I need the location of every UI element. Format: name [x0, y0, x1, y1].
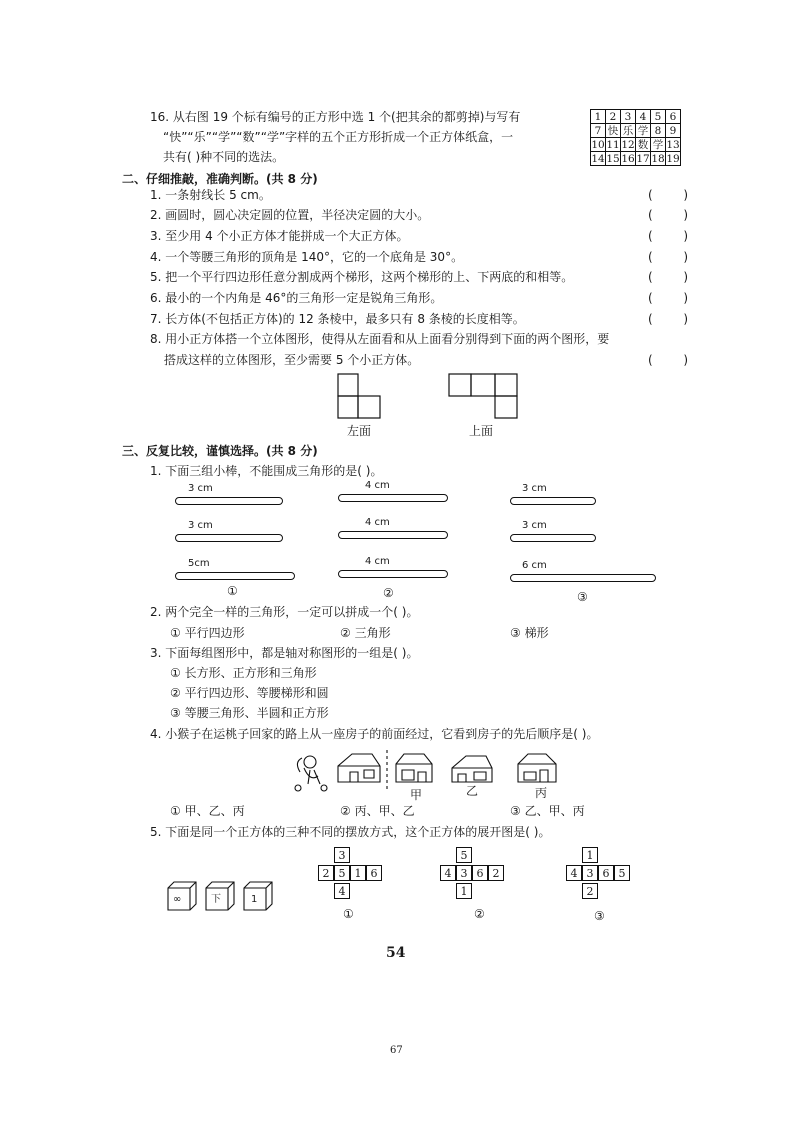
- s2-item8-line2: 搭成这样的立体图形，至少需要 5 个小正方体。: [164, 353, 420, 367]
- paren-close: ): [683, 291, 688, 305]
- stick: [338, 570, 448, 578]
- grid-cell[interactable]: 14: [591, 152, 605, 165]
- stick-length-label: 4 cm: [365, 556, 390, 567]
- cube-icon: [244, 882, 272, 910]
- s2-item-7: 7. 长方体(不包括正方体)的 12 条棱中，最多只有 8 条棱的长度相等。: [150, 312, 525, 326]
- net-face: 5: [456, 847, 472, 863]
- stick-length-label: 5cm: [188, 558, 210, 569]
- stick-length-label: 4 cm: [365, 517, 390, 528]
- paren-close: ): [683, 229, 688, 243]
- s3-q1: 1. 下面三组小棒，不能围成三角形的是( )。: [150, 464, 383, 478]
- house-label-1: 甲: [410, 788, 423, 802]
- grid-cell[interactable]: 18: [651, 152, 665, 165]
- grid-cell[interactable]: 快: [606, 124, 621, 138]
- monkey-houses-figure: [290, 748, 600, 798]
- net-face: 5: [614, 865, 630, 881]
- grid-cell[interactable]: 11: [606, 138, 620, 151]
- answer-paren-7[interactable]: [648, 312, 688, 326]
- q2-option-2[interactable]: ② 三角形: [340, 626, 391, 640]
- grid-cell[interactable]: 5: [651, 110, 666, 124]
- grid-cell[interactable]: 10: [591, 138, 605, 151]
- q1-choice-2[interactable]: ②: [383, 586, 394, 600]
- paren-open: (: [648, 250, 653, 264]
- stick: [175, 534, 283, 542]
- q4-option-3[interactable]: ③ 乙、甲、丙: [510, 804, 585, 818]
- paren-close: ): [683, 353, 688, 367]
- house-icon: [518, 754, 556, 782]
- paren-open: (: [648, 353, 653, 367]
- grid-cell[interactable]: 乐: [621, 124, 636, 138]
- grid-cell[interactable]: 17: [636, 152, 650, 165]
- s2-item-4: 4. 一个等腰三角形的顶角是 140°，它的一个底角是 30°。: [150, 250, 464, 264]
- net-face: 3: [582, 865, 598, 881]
- answer-paren-5[interactable]: [648, 270, 688, 284]
- page-number-small: 67: [390, 1045, 403, 1056]
- grid-cell[interactable]: 3: [621, 110, 636, 124]
- grid-cell[interactable]: 16: [621, 152, 635, 165]
- answer-paren-3[interactable]: [648, 229, 688, 243]
- paren-open: (: [648, 208, 653, 222]
- top-view-figure: [447, 372, 523, 422]
- q1-choice-1[interactable]: ①: [227, 584, 238, 598]
- net-face: 6: [472, 865, 488, 881]
- s2-item-2: 2. 画圆时，圆心决定圆的位置，半径决定圆的大小。: [150, 208, 430, 222]
- net-face: 2: [488, 865, 504, 881]
- q16-line1: 16. 从右图 19 个标有编号的正方形中选 1 个(把其余的都剪掉)与写有: [150, 110, 521, 124]
- q1-choice-3[interactable]: ③: [577, 590, 588, 604]
- section2-title: 二、仔细推敲，准确判断。(共 8 分): [122, 172, 318, 186]
- paren-open: (: [648, 291, 653, 305]
- s3-q3: 3. 下面每组图形中，都是轴对称图形的一组是( )。: [150, 646, 419, 660]
- grid-cell[interactable]: 15: [606, 152, 620, 165]
- stick-length-label: 3 cm: [188, 483, 213, 494]
- s2-item-3: 3. 至少用 4 个小正方体才能拼成一个大正方体。: [150, 229, 409, 243]
- q4-option-1[interactable]: ① 甲、乙、丙: [170, 804, 245, 818]
- grid-cell[interactable]: 13: [666, 138, 680, 151]
- stick: [510, 534, 596, 542]
- stick-length-label: 3 cm: [188, 520, 213, 531]
- q2-option-3[interactable]: ③ 梯形: [510, 626, 549, 640]
- paren-close: ): [683, 312, 688, 326]
- stick: [175, 572, 295, 580]
- net-face: 3: [456, 865, 472, 881]
- stick: [338, 531, 448, 539]
- answer-paren-8[interactable]: [648, 353, 688, 367]
- house-icon: [452, 756, 492, 782]
- house-label-2: 乙: [466, 784, 479, 798]
- stick-length-label: 3 cm: [522, 483, 547, 494]
- net-face: 6: [598, 865, 614, 881]
- net-face: 2: [318, 865, 334, 881]
- net-face: 3: [334, 847, 350, 863]
- house-icon: [396, 754, 432, 782]
- paren-open: (: [648, 188, 653, 202]
- cube-face-1: ∞: [173, 894, 182, 905]
- grid-cell[interactable]: 学: [636, 124, 651, 138]
- net-face: 4: [566, 865, 582, 881]
- paren-open: (: [648, 312, 653, 326]
- stick-length-label: 3 cm: [522, 520, 547, 531]
- paren-close: ): [683, 270, 688, 284]
- paren-close: ): [683, 188, 688, 202]
- s2-item-1: 1. 一条射线长 5 cm。: [150, 188, 271, 202]
- s3-q2: 2. 两个完全一样的三角形，一定可以拼成一个( )。: [150, 605, 419, 619]
- cube-net: [440, 847, 510, 901]
- paren-open: (: [648, 270, 653, 284]
- section3-title: 三、反复比较，谨慎选择。(共 8 分): [122, 444, 318, 458]
- s2-item8-line1: 8. 用小正方体搭一个立体图形，使得从左面看和从上面看分别得到下面的两个图形，要: [150, 332, 610, 346]
- net-face: 6: [366, 865, 382, 881]
- monkey-icon: [304, 756, 316, 768]
- s3-q5: 5. 下面是同一个正方体的三种不同的摆放方式，这个正方体的展开图是( )。: [150, 825, 551, 839]
- net-face: 2: [582, 883, 598, 899]
- cube-net: [318, 847, 388, 901]
- grid-cell[interactable]: 19: [666, 152, 680, 165]
- q3-option-2[interactable]: ② 平行四边形、等腰梯形和圆: [170, 686, 329, 700]
- q3-option-1[interactable]: ① 长方形、正方形和三角形: [170, 666, 317, 680]
- net-choice-3[interactable]: ③: [594, 909, 605, 923]
- q4-option-2[interactable]: ② 丙、甲、乙: [340, 804, 415, 818]
- net-face: 1: [456, 883, 472, 899]
- q16-number-grid: [590, 109, 681, 166]
- cube-face-3: 1: [251, 894, 258, 905]
- net-face: 5: [334, 865, 350, 881]
- answer-paren-1[interactable]: [648, 188, 688, 202]
- answer-paren-6[interactable]: [648, 291, 688, 305]
- q2-option-1[interactable]: ① 平行四边形: [170, 626, 245, 640]
- net-face: 1: [582, 847, 598, 863]
- paren-close: ): [683, 250, 688, 264]
- stick: [175, 497, 283, 505]
- grid-cell[interactable]: 数: [636, 138, 651, 152]
- grid-cell[interactable]: 9: [666, 124, 681, 138]
- net-face: 1: [350, 865, 366, 881]
- house-label-3: 丙: [535, 786, 548, 800]
- q16-line3: 共有( )种不同的选法。: [163, 150, 285, 164]
- q3-option-3[interactable]: ③ 等腰三角形、半圆和正方形: [170, 706, 329, 720]
- stick: [338, 494, 448, 502]
- net-face: 4: [334, 883, 350, 899]
- paren-close: ): [683, 208, 688, 222]
- answer-paren-2[interactable]: [648, 208, 688, 222]
- stick: [510, 574, 656, 582]
- net-choice-1[interactable]: ①: [343, 907, 354, 921]
- grid-cell[interactable]: 1: [591, 110, 606, 124]
- net-choice-2[interactable]: ②: [474, 907, 485, 921]
- stick-length-label: 6 cm: [522, 560, 547, 571]
- paren-open: (: [648, 229, 653, 243]
- grid-cell[interactable]: 学: [651, 138, 666, 152]
- s2-item-5: 5. 把一个平行四边形任意分割成两个梯形，这两个梯形的上、下两底的和相等。: [150, 270, 574, 284]
- answer-paren-4[interactable]: [648, 250, 688, 264]
- q16-line2: “快”“乐”“学”“数”“学”字样的五个正方形折成一个正方体纸盒，一: [163, 130, 514, 144]
- grid-cell[interactable]: 7: [591, 124, 606, 138]
- grid-cell[interactable]: 2: [606, 110, 621, 124]
- stick-length-label: 4 cm: [365, 480, 390, 491]
- left-view-label: 左面: [347, 424, 372, 438]
- net-face: 4: [440, 865, 456, 881]
- left-view-figure: [336, 372, 386, 422]
- house-icon: [338, 754, 380, 782]
- cube-placements-figure: [166, 880, 286, 914]
- stick: [510, 497, 596, 505]
- grid-cell[interactable]: 4: [636, 110, 651, 124]
- cube-face-2: 下: [211, 894, 221, 905]
- page-number-bold: 54: [386, 945, 406, 961]
- grid-cell[interactable]: 6: [666, 110, 681, 124]
- grid-cell[interactable]: 8: [651, 124, 666, 138]
- cube-net: [566, 847, 636, 901]
- top-view-label: 上面: [469, 424, 494, 438]
- grid-cell[interactable]: 12: [621, 138, 635, 151]
- s3-q4: 4. 小猴子在运桃子回家的路上从一座房子的前面经过，它看到房子的先后顺序是( )。: [150, 727, 599, 741]
- s2-item-6: 6. 最小的一个内角是 46°的三角形一定是锐角三角形。: [150, 291, 443, 305]
